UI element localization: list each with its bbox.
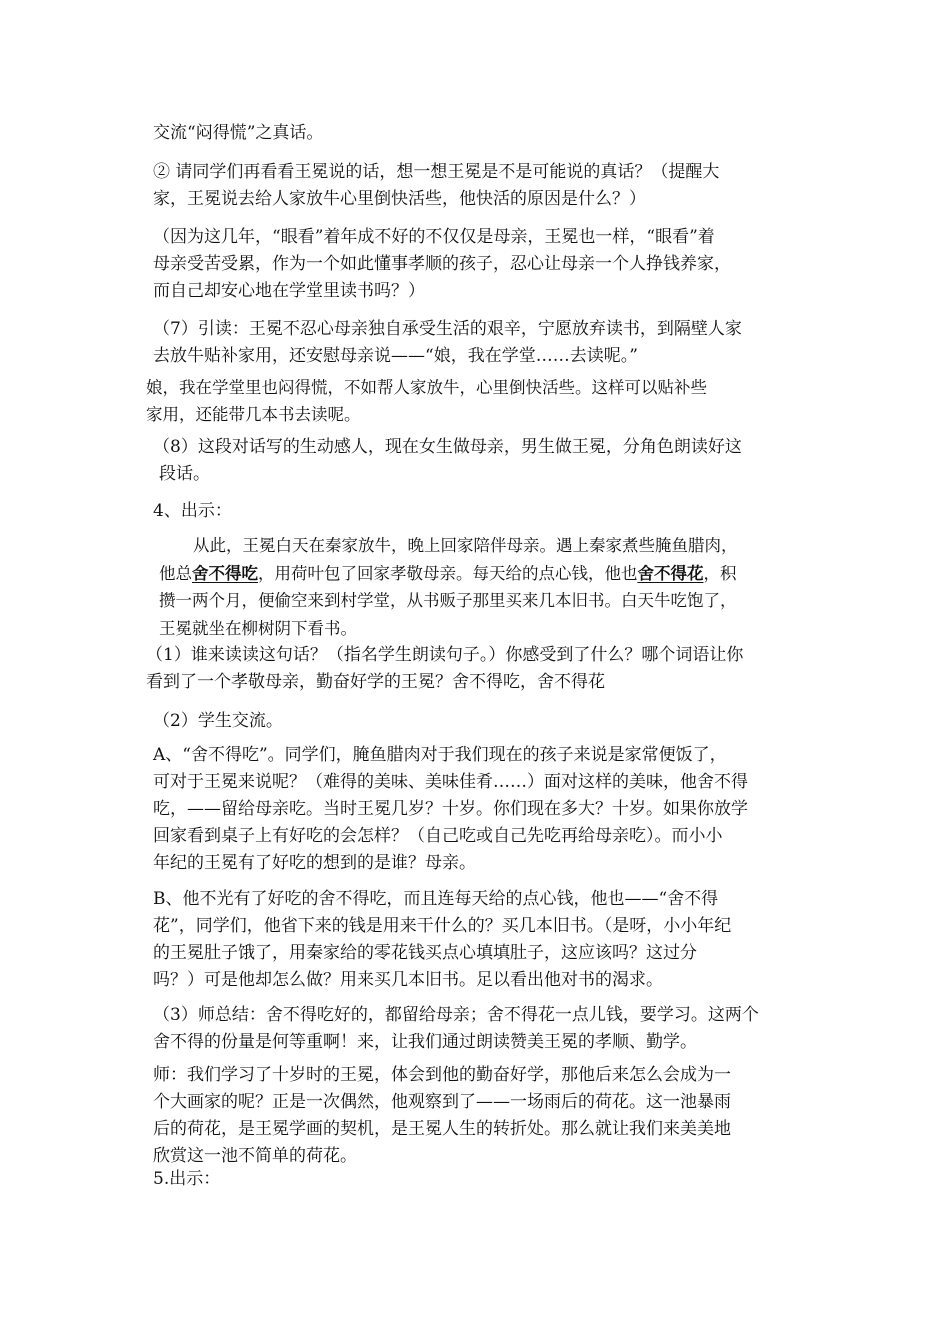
text-line: 个大画家的呢？正是一次偶然，他观察到了——一场雨后的荷花。这一池暴雨 (153, 1092, 731, 1112)
section-5-heading (153, 1166, 813, 1193)
text-line: 段话。 (159, 464, 210, 484)
text-line: 回家看到桌子上有好吃的会怎样？（自己吃或自己先吃再给母亲吃）。而小小 (153, 826, 723, 846)
text-line: B、他不光有了好吃的舍不得吃，而且连每天给的点心钱，他也——“舍不得 (153, 889, 719, 909)
text-line: 年纪的王冕有了好吃的想到的是谁？母亲。 (153, 853, 476, 873)
paragraph-student-exchange (153, 708, 813, 735)
text-line: ② 请同学们再看看王冕说的话，想一想王冕是不是可能说的真话？（提醒大 (153, 162, 720, 182)
text-line: 家，王冕说去给人家放牛心里倒快活些，他快活的原因是什么？） (153, 189, 646, 209)
text-line: A、“舍不得吃”。同学们，腌鱼腊肉对于我们现在的孩子来说是家常便饭了， (153, 745, 727, 765)
text-line: 5.出示： (153, 1169, 221, 1189)
paragraph-question-2 (153, 159, 813, 213)
text-line: 后的荷花，是王冕学画的契机，是王冕人生的转折处。那么就让我们来美美地 (153, 1119, 731, 1139)
text-line: （因为这几年，“眼看”着年成不好的不仅仅是母亲，王冕也一样，“眼看”着 (153, 227, 715, 247)
section-4-heading (153, 498, 813, 525)
text-line: （1）谁来读读这句话？（指名学生朗读句子。）你感受到了什么？哪个词语让你 (146, 645, 744, 665)
text-line: （8）这段对话写的生动感人，现在女生做母亲，男生做王冕，分角色朗读好这 (153, 437, 742, 457)
text-line: 的王冕肚子饿了，用秦家给的零花钱买点心填填肚子，这应该吗？这过分 (153, 943, 697, 963)
text-line: 而自己却安心地在学堂里读书吗？） (153, 281, 425, 301)
text-line: 吃，——留给母亲吃。当时王冕几岁？十岁。你们现在多大？十岁。如果你放学 (153, 799, 748, 819)
text-line: （2）学生交流。 (153, 711, 283, 731)
text-line: 从此，王冕白天在秦家放牛，晚上回家陪伴母亲。遇上秦家煮些腌鱼腊肉， (193, 536, 738, 555)
emphasis-not-eat: 舍不得吃 (192, 563, 258, 583)
text-line: 交流“闷得慌”之真话。 (153, 123, 324, 143)
text-segment: ，用荷叶包了回家孝敬母亲。每天给的点心钱，他也 (258, 563, 638, 583)
paragraph-step-7 (153, 316, 813, 370)
text-segment: 他总 (159, 563, 192, 583)
text-line: 吗？）可是他却怎么做？用来买几本旧书。足以看出他对书的渴求。 (153, 970, 663, 990)
text-line: 舍不得的份量是何等重啊！来，让我们通过朗读赞美王冕的孝顺、勤学。 (153, 1032, 697, 1052)
text-line: 攒一两个月，便偷空来到村学堂，从书贩子那里买来几本旧书。白天牛吃饱了， (159, 591, 737, 610)
paragraph-step-8 (153, 434, 813, 488)
text-line: 看到了一个孝敬母亲，勤奋好学的王冕？舍不得吃，舍不得花 (146, 672, 605, 692)
paragraph-dialogue-quote (146, 374, 806, 428)
paragraph-point-b (153, 886, 813, 994)
text-line: 欣赏这一池不简单的荷花。 (153, 1146, 357, 1166)
text-line (159, 560, 775, 588)
text-line: （3）师总结：舍不得吃好的，都留给母亲；舍不得花一点儿钱，要学习。这两个 (153, 1005, 759, 1025)
paragraph-exchange (153, 120, 813, 147)
paragraph-point-a (153, 742, 813, 877)
text-line: 4、出示： (153, 501, 232, 521)
text-line: 花”，同学们，他省下来的钱是用来干什么的？买几本旧书。（是呀，小小年纪 (153, 916, 732, 936)
text-line: （7）引读：王冕不忍心母亲独自承受生活的艰辛，宁愿放弃读书，到隔壁人家 (153, 319, 742, 339)
text-segment: ，积 (703, 563, 737, 583)
quoted-passage (159, 532, 775, 642)
text-line: 母亲受苦受累，作为一个如此懂事孝顺的孩子，忍心让母亲一个人挣钱养家， (153, 254, 731, 274)
text-line: 王冕就坐在柳树阴下看书。 (159, 618, 357, 638)
paragraph-teacher-transition (153, 1062, 813, 1170)
text-line: 可对于王冕来说呢？（难得的美味、美味佳肴……）面对这样的美味，他舍不得 (153, 772, 748, 792)
text-line: 师：我们学习了十岁时的王冕，体会到他的勤奋好学，那他后来怎么会成为一 (153, 1065, 731, 1085)
text-line: 娘，我在学堂里也闷得慌，不如帮人家放牛，心里倒快活些。这样可以贴补些 (146, 378, 707, 397)
text-line: 家用，还能带几本书去读呢。 (146, 405, 361, 424)
paragraph-question-1 (146, 642, 806, 696)
paragraph-teacher-summary (153, 1002, 813, 1056)
paragraph-reason (153, 224, 813, 305)
text-line: 去放牛贴补家用，还安慰母亲说——“娘，我在学堂……去读呢。” (153, 346, 638, 366)
emphasis-not-spend: 舍不得花 (637, 563, 704, 583)
